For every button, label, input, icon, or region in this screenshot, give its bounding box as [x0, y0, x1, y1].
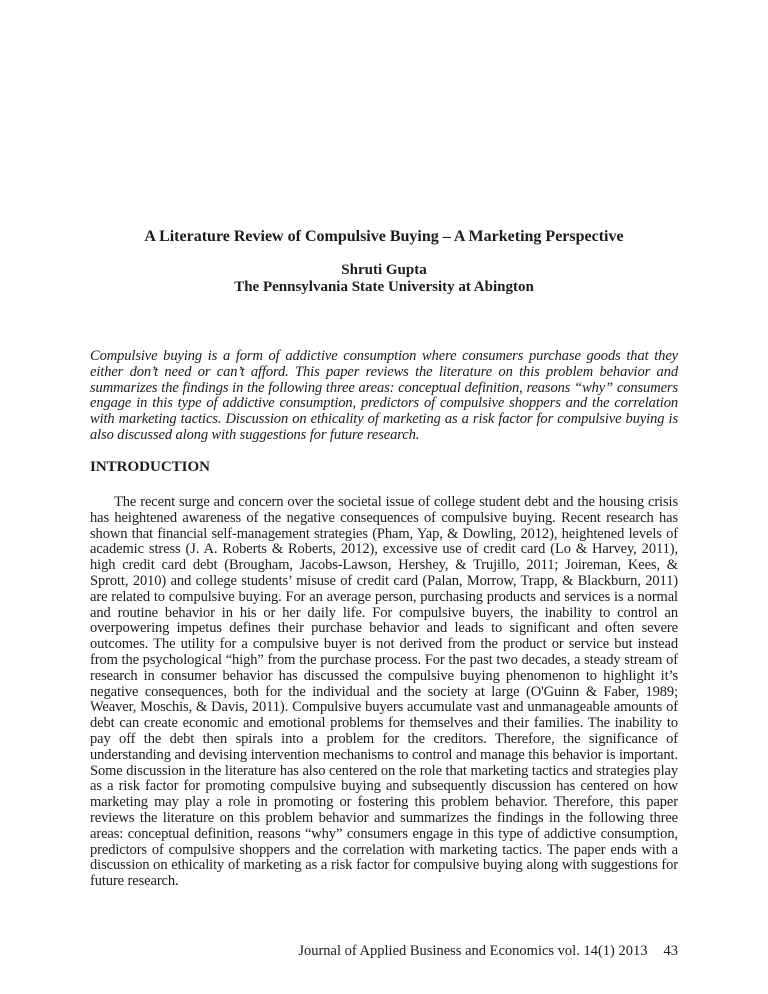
section-heading-introduction: INTRODUCTION	[90, 459, 211, 475]
introduction-paragraph: The recent surge and concern over the societal issue of college student debt and the housing crisis has heightened awareness of the negative consequences of compulsive buying. Recent research has shown that financial self-management strategies (Pham, Yap, & Dowling, 2012), heightened levels of academic stress (J. A. Roberts & Roberts, 2012), excessive use of credit card (Lo & Harvey, 2011), high credit card debt (Brougham, Jacobs-Lawson, Hershey, & Trujillo, 2011; Joireman, Kees, & Sprott, 2010) and college students’ misuse of credit card (Palan, Morrow, Trapp, & Blackburn, 2011) are related to compulsive buying. For an average person, purchasing products and services is a normal and routine behavior in his or her daily life. For compulsive buyers, the inability to control an overpowering impetus defines their purchase behavior and leads to significant and often severe outcomes. The utility for a compulsive buyer is not derived from the product or service but instead from the psychological “high” from the purchase process. For the past two decades, a steady stream of research in consumer behavior has discussed the compulsive buying phenomenon to highlight it’s negative consequences, both for the individual and the society at large (O'Guinn & Faber, 1989; Weaver, Moschis, & Davis, 2011). Compulsive buyers accumulate vast and unmanageable amounts of debt can create economic and emotional problems for themselves and their families. The inability to pay off the debt then spirals into a problem for the creditors. Therefore, the significance of understanding and devising intervention mechanisms to control and manage this behavior is important. Some discussion in the literature has also centered on the role that marketing tactics and strategies play as a risk factor for promoting compulsive buying and subsequently discussion has centered on how marketing may play a role in promoting or fostering this problem behavior. Therefore, this paper reviews the literature on this problem behavior and summarizes the findings in the following three areas: conceptual definition, reasons “why” consumers engage in this type of addictive consumption, predictors of compulsive shoppers and the correlation with marketing tactics. The paper ends with a discussion on ethicality of marketing as a risk factor for compulsive buying along with suggestions for future research.	[90, 494, 678, 890]
paper-title: A Literature Review of Compulsive Buying – A Marketing Perspective	[144, 228, 624, 245]
byline	[90, 262, 678, 296]
page-footer	[90, 943, 678, 960]
author-affiliation: The Pennsylvania State University at Abington	[234, 279, 534, 295]
author-name: Shruti Gupta	[341, 262, 427, 278]
page-number: 43	[663, 943, 678, 959]
journal-citation: Journal of Applied Business and Economics vol. 14(1) 2013	[298, 943, 648, 959]
abstract-text: Compulsive buying is a form of addictive consumption where consumers purchase goods that they either don’t need or can’t afford. This paper reviews the literature on this problem behavior and summarizes the findings in the following three areas: conceptual definition, reasons “why” consumers engage in this type of addictive consumption, predictors of compulsive shoppers and the correlation with marketing tactics. Discussion on ethicality of marketing as a risk factor for compulsive buying is also discussed along with suggestions for future research.	[90, 348, 678, 443]
